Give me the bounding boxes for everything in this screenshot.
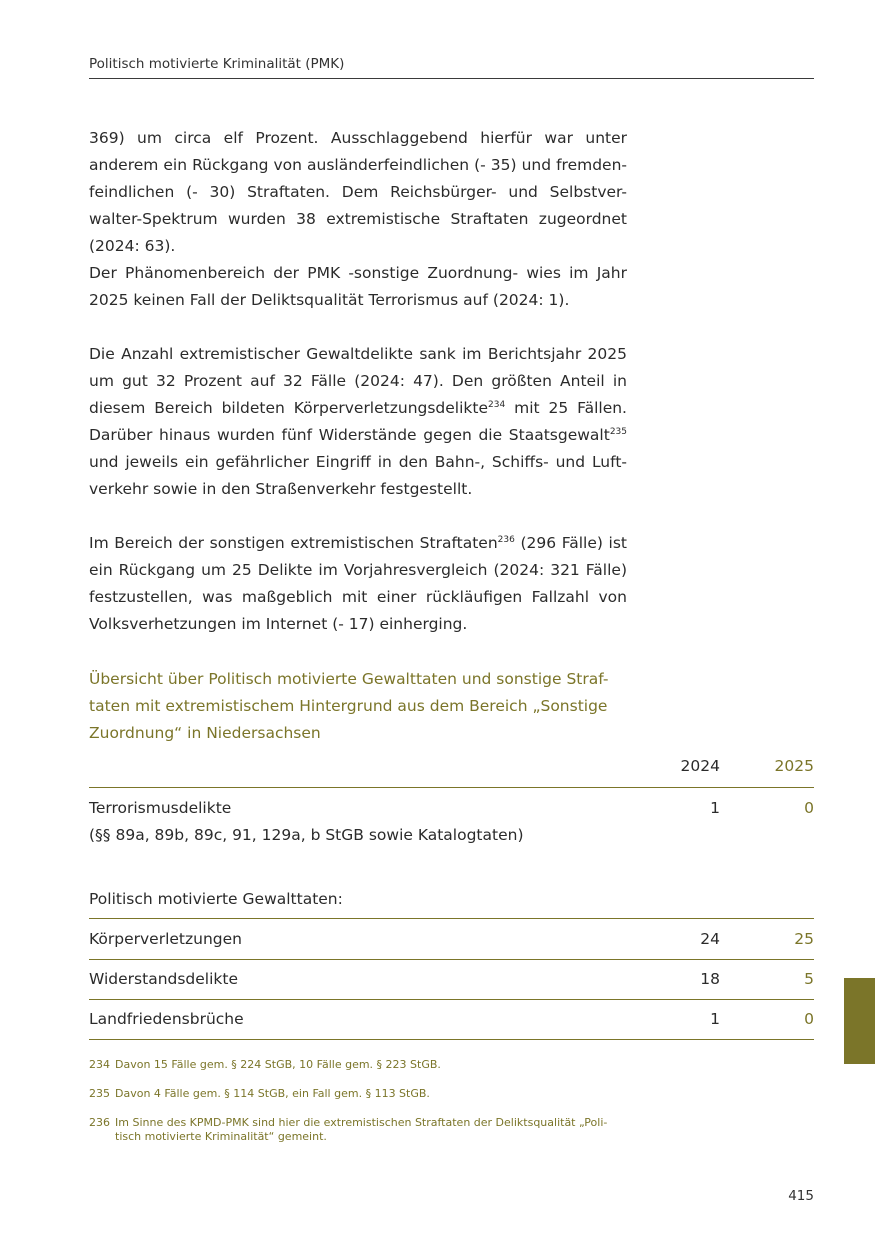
value-landfriedensbrueche-2025: 0	[804, 1010, 814, 1028]
footnote-ref-234[interactable]: 234	[488, 400, 506, 410]
p2-text-a: Die Anzahl extremistischer Gewaltdelikte sank im Berichtsjahr 2025 um gut 32 Prozent auf 32 Fälle (2024: 47). Den größten Anteil in diesem Bereich bildeten Körperverletzungsdelikte	[89, 345, 627, 417]
value-landfriedensbrueche-2024: 1	[710, 1010, 720, 1028]
row-label-widerstandsdelikte: Widerstandsdelikte	[89, 970, 239, 988]
value-widerstandsdelikte-2025: 5	[804, 970, 814, 988]
running-header: Politisch motivierte Kriminalität (PMK)	[89, 56, 814, 79]
row-divider	[89, 999, 814, 1000]
value-widerstandsdelikte-2024: 18	[700, 970, 720, 988]
body-text	[89, 125, 627, 638]
row-label-landfriedensbrueche: Landfriedensbrüche	[89, 1010, 244, 1028]
footnote-236	[89, 1116, 629, 1144]
footnote-235	[89, 1087, 629, 1101]
row-label-terrorismusdelikte: Terrorismusdelikte	[89, 799, 232, 817]
footnote-ref-235[interactable]: 235	[609, 427, 627, 437]
p2-text-c: und jeweils ein gefährlicher Eingriff in den Bahn-, Schiffs- und Luft-verkehr sowie in den Straßenverkehr festgestellt.	[89, 453, 627, 498]
value-koerperverletzungen-2024: 24	[700, 930, 720, 948]
footnote-text: Davon 4 Fälle gem. § 114 StGB, ein Fall gem. § 113 StGB.	[115, 1087, 430, 1100]
p2-text-b: mit 25 Fällen. Darüber hinaus wurden fünf Widerstände gegen die Staatsgewalt	[89, 399, 627, 444]
footnote-number: 234	[89, 1058, 110, 1071]
p3-text-b: (296 Fälle) ist ein Rückgang um 25 Delikte im Vorjahresvergleich (2024: 321 Fälle) festzustellen, was maßgeblich mit einer rückläufigen Fallzahl von Volksverhetzungen im Internet (- 17) einherging.	[89, 534, 627, 633]
section-rule	[89, 918, 814, 919]
footnote-number: 236	[89, 1116, 110, 1129]
footnote-ref-236[interactable]: 236	[497, 535, 515, 545]
chapter-tab-marker	[844, 978, 875, 1064]
table-title: Übersicht über Politisch motivierte Gewalttaten und sonstige Straf-taten mit extremistischem Hintergrund aus dem Bereich „Sonstige Zuordnung“ in Niedersachsen	[89, 670, 609, 742]
footnotes	[89, 1058, 629, 1159]
column-header-2024: 2024	[680, 757, 720, 775]
row-label-koerperverletzungen: Körperverletzungen	[89, 930, 242, 948]
table-bottom-rule	[89, 1039, 814, 1040]
footnote-text: Davon 15 Fälle gem. § 224 StGB, 10 Fälle gem. § 223 StGB.	[115, 1058, 441, 1071]
value-terror-2025: 0	[804, 799, 814, 817]
footnote-234	[89, 1058, 629, 1072]
value-koerperverletzungen-2025: 25	[794, 930, 814, 948]
row-divider	[89, 959, 814, 960]
p3-text-a: Im Bereich der sonstigen extremistischen Straftaten	[89, 534, 498, 552]
paragraph-3	[89, 530, 627, 638]
footnote-text: Im Sinne des KPMD-PMK sind hier die extremistischen Straftaten der Deliktsqualität „Poli-tisch motivierte Kriminalität“ gemeint.	[115, 1116, 608, 1143]
page-number: 415	[788, 1188, 814, 1204]
footnote-number: 235	[89, 1087, 110, 1100]
section-label-gewalttaten: Politisch motivierte Gewalttaten:	[89, 890, 343, 908]
value-terror-2024: 1	[710, 799, 720, 817]
row-sublabel-terrorismusdelikte: (§§ 89a, 89b, 89c, 91, 129a, b StGB sowie Katalogtaten)	[89, 826, 524, 844]
paragraph-1b: Der Phänomenbereich der PMK -sonstige Zuordnung- wies im Jahr 2025 keinen Fall der Deliktsqualität Terrorismus auf (2024: 1).	[89, 264, 627, 309]
table-header-rule	[89, 787, 814, 788]
paragraph-1: 369) um circa elf Prozent. Ausschlaggebend hierfür war unter anderem ein Rückgang von ausländerfeindlichen (- 35) und fremden-feindlichen (- 30) Straftaten. Dem Reichsbürger- und Selbstver-walter-Spektrum wurden 38 extremistische Straftaten zugeordnet (2024: 63).	[89, 129, 627, 255]
paragraph-2	[89, 341, 627, 503]
column-header-2025: 2025	[774, 757, 814, 775]
